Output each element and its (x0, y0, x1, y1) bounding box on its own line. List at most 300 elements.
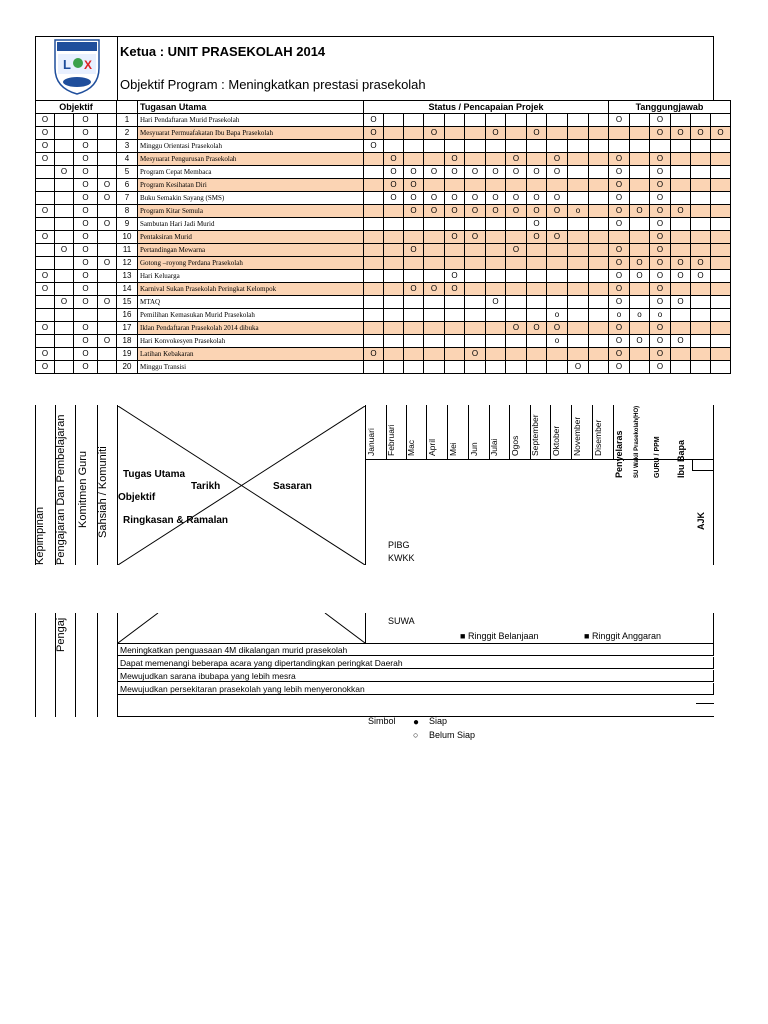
table-cell: O (465, 348, 486, 361)
table-cell: 19 (117, 348, 138, 361)
table-cell: O (98, 335, 117, 348)
table-cell (364, 361, 384, 374)
table-cell (55, 205, 74, 218)
table-cell: O (650, 361, 671, 374)
table-cell: O (364, 140, 384, 153)
table-cell (404, 309, 424, 322)
table-cell (506, 127, 527, 140)
table-cell (445, 114, 465, 127)
table-cell (527, 361, 547, 374)
legend-anggaran: ■ Ringgit Anggaran (584, 631, 661, 641)
table-cell: O (711, 127, 731, 140)
table-cell: O (609, 153, 630, 166)
table-cell: O (36, 361, 55, 374)
table-cell (55, 179, 74, 192)
table-cell: o (547, 335, 568, 348)
table-cell: O (36, 140, 55, 153)
table-cell (404, 322, 424, 335)
table-cell: O (650, 322, 671, 335)
table-cell: Program Kesihatan Diri (138, 179, 364, 192)
table-row (36, 205, 731, 218)
table-cell: O (424, 166, 445, 179)
table-row (36, 309, 731, 322)
table-cell (506, 309, 527, 322)
table-cell: O (36, 205, 55, 218)
month-label: Februari (386, 424, 396, 456)
table-cell (98, 244, 117, 257)
table-cell: 5 (117, 166, 138, 179)
month-label: Julai (489, 438, 499, 456)
table-cell (404, 140, 424, 153)
table-cell (445, 218, 465, 231)
table-row (36, 348, 731, 361)
table-cell: O (384, 153, 404, 166)
table-cell (527, 296, 547, 309)
table-cell (424, 322, 445, 335)
table-cell: O (671, 257, 691, 270)
table-cell: 1 (117, 114, 138, 127)
table-cell: O (486, 127, 506, 140)
table-cell: O (506, 166, 527, 179)
table-cell (445, 348, 465, 361)
table-cell (364, 179, 384, 192)
table-cell (465, 114, 486, 127)
table-cell: O (691, 127, 711, 140)
table-cell (486, 179, 506, 192)
table-row (36, 335, 731, 348)
table-cell: O (506, 244, 527, 257)
table-cell (55, 231, 74, 244)
table-cell: O (424, 192, 445, 205)
table-cell (506, 257, 527, 270)
summary-row: Dapat memenangi beberapa acara yang dipertandingkan peringkat Daerah (117, 657, 714, 669)
table-cell: O (98, 218, 117, 231)
table-row (36, 322, 731, 335)
table-cell (691, 361, 711, 374)
table-cell: O (445, 205, 465, 218)
table-cell (691, 166, 711, 179)
table-cell (36, 192, 55, 205)
month-label: April (427, 438, 437, 456)
table-cell (671, 114, 691, 127)
filled-circle-icon: ● (413, 717, 420, 728)
table-cell: O (527, 322, 547, 335)
table-cell (98, 114, 117, 127)
table-cell (527, 283, 547, 296)
table-cell (445, 309, 465, 322)
table-cell: O (650, 153, 671, 166)
table-cell (404, 270, 424, 283)
table-cell (630, 361, 650, 374)
table-cell (568, 166, 589, 179)
table-cell: Sambutan Hari Jadi Murid (138, 218, 364, 231)
divider (75, 613, 76, 717)
table-cell (711, 335, 731, 348)
divider (713, 613, 714, 643)
table-cell (98, 140, 117, 153)
table-cell: O (384, 179, 404, 192)
table-cell: O (74, 335, 98, 348)
table-cell: O (650, 114, 671, 127)
header-tanggungjawab: Tanggungjawab (609, 101, 731, 114)
table-cell: o (609, 309, 630, 322)
table-cell (609, 140, 630, 153)
table-cell (445, 322, 465, 335)
table-cell (424, 244, 445, 257)
table-cell (630, 348, 650, 361)
responsible-label: Penyelaras (614, 430, 624, 478)
table-cell (568, 257, 589, 270)
table-cell (364, 244, 384, 257)
table-cell: O (527, 231, 547, 244)
table-cell (36, 166, 55, 179)
table-cell (465, 179, 486, 192)
table-cell (384, 231, 404, 244)
label-objektif: Objektif (118, 492, 156, 503)
table-cell (589, 218, 609, 231)
divider (97, 613, 98, 717)
objective-label-pengaj: Pengaj (55, 617, 67, 652)
table-cell (527, 348, 547, 361)
table-row (36, 153, 731, 166)
table-cell (384, 361, 404, 374)
table-cell (98, 166, 117, 179)
table-cell (630, 231, 650, 244)
label-tugas-utama: Tugas Utama (123, 469, 186, 480)
table-cell (691, 205, 711, 218)
table-cell (445, 257, 465, 270)
table-cell: O (36, 283, 55, 296)
table-cell: O (630, 335, 650, 348)
table-cell (589, 257, 609, 270)
table-cell (424, 348, 445, 361)
table-cell: O (650, 296, 671, 309)
table-cell (404, 231, 424, 244)
table-cell: O (691, 270, 711, 283)
label-tarikh: Tarikh (191, 481, 221, 492)
table-cell: O (98, 192, 117, 205)
month-label: Mei (448, 442, 458, 456)
table-cell: Minggu Orientasi Prasekolah (138, 140, 364, 153)
table-cell (486, 361, 506, 374)
table-cell: 16 (117, 309, 138, 322)
table-cell: Buku Semakin Sayang (SMS) (138, 192, 364, 205)
table-cell: O (74, 322, 98, 335)
table-cell (630, 114, 650, 127)
table-cell (424, 257, 445, 270)
table-cell (630, 244, 650, 257)
table-cell: O (74, 205, 98, 218)
table-cell (671, 179, 691, 192)
table-cell (711, 192, 731, 205)
table-cell (424, 179, 445, 192)
table-cell (630, 283, 650, 296)
table-cell (547, 218, 568, 231)
table-cell (630, 166, 650, 179)
table-cell (630, 179, 650, 192)
table-cell (465, 309, 486, 322)
table-cell (527, 309, 547, 322)
table-cell: O (74, 348, 98, 361)
responsible-label: Ibu Bapa (676, 439, 686, 478)
table-cell: 20 (117, 361, 138, 374)
table-cell (527, 153, 547, 166)
table-cell (55, 322, 74, 335)
table-cell: 15 (117, 296, 138, 309)
label-suwa: SUWA (388, 616, 415, 626)
table-cell: O (465, 231, 486, 244)
table-cell: O (74, 179, 98, 192)
table-cell (711, 361, 731, 374)
table-cell: O (609, 283, 630, 296)
table-cell (711, 140, 731, 153)
table-cell: Latihan Kebakaran (138, 348, 364, 361)
table-cell (424, 218, 445, 231)
table-cell (630, 322, 650, 335)
table-cell (671, 348, 691, 361)
table-cell (55, 192, 74, 205)
table-cell (424, 270, 445, 283)
table-cell (465, 127, 486, 140)
table-cell (527, 257, 547, 270)
table-cell (36, 244, 55, 257)
table-cell (55, 153, 74, 166)
table-cell: 11 (117, 244, 138, 257)
table-row (36, 231, 731, 244)
table-cell: O (506, 322, 527, 335)
table-cell: O (465, 166, 486, 179)
table-cell (424, 309, 445, 322)
table-cell (589, 244, 609, 257)
table-cell (98, 361, 117, 374)
table-cell (424, 140, 445, 153)
table-cell (445, 296, 465, 309)
table-cell (547, 179, 568, 192)
table-cell (589, 140, 609, 153)
table-cell: O (650, 270, 671, 283)
table-cell (547, 257, 568, 270)
table-cell: O (445, 153, 465, 166)
table-cell: Iklan Pendaftaran Prasekolah 2014 dibuka (138, 322, 364, 335)
table-cell: O (74, 296, 98, 309)
table-cell (589, 179, 609, 192)
table-cell (568, 231, 589, 244)
project-table (35, 100, 731, 374)
table-cell (486, 348, 506, 361)
table-cell: Pertandingan Mewarna (138, 244, 364, 257)
table-cell (465, 335, 486, 348)
table-cell (445, 361, 465, 374)
table-cell (568, 322, 589, 335)
table-cell (568, 114, 589, 127)
svg-text:X: X (84, 58, 93, 72)
table-cell: O (36, 348, 55, 361)
table-cell (589, 309, 609, 322)
table-cell: Pentaksiran Murid (138, 231, 364, 244)
table-cell (364, 270, 384, 283)
table-cell (589, 166, 609, 179)
table-cell (547, 348, 568, 361)
table-cell: O (74, 270, 98, 283)
table-cell (404, 335, 424, 348)
month-label: November (572, 416, 582, 456)
table-cell (404, 114, 424, 127)
table-cell: Hari Pendaftaran Murid Prasekolah (138, 114, 364, 127)
objective-label-komitmen: Komitmen Guru (77, 450, 89, 528)
table-cell: o (568, 205, 589, 218)
table-cell (384, 296, 404, 309)
table-cell (589, 114, 609, 127)
table-cell (568, 335, 589, 348)
table-cell (711, 283, 731, 296)
table-cell (364, 218, 384, 231)
table-cell: O (527, 218, 547, 231)
table-cell: O (609, 257, 630, 270)
logo-divider (117, 36, 118, 100)
table-cell (384, 335, 404, 348)
table-cell: O (650, 335, 671, 348)
table-cell (650, 140, 671, 153)
table-cell: Karnival Sukan Prasekolah Peringkat Kelompok (138, 283, 364, 296)
table-cell: O (74, 231, 98, 244)
legend-belanja: ■ Ringgit Belanjaan (460, 631, 539, 641)
table-cell (711, 348, 731, 361)
table-cell (630, 192, 650, 205)
table-cell: O (547, 166, 568, 179)
table-cell: O (36, 114, 55, 127)
table-cell: O (527, 127, 547, 140)
table-cell: O (404, 179, 424, 192)
table-cell: O (630, 257, 650, 270)
table-cell (589, 296, 609, 309)
table-cell: O (671, 205, 691, 218)
table-cell (527, 335, 547, 348)
summary-row: Meningkatkan penguasaan 4M dikalangan murid prasekolah (117, 644, 714, 656)
table-cell: O (445, 283, 465, 296)
table-cell (506, 348, 527, 361)
table-cell: O (671, 335, 691, 348)
table-cell (465, 322, 486, 335)
table-cell: 4 (117, 153, 138, 166)
table-cell: O (547, 322, 568, 335)
table-cell (55, 140, 74, 153)
table-cell (98, 348, 117, 361)
table-cell (691, 322, 711, 335)
table-cell (589, 127, 609, 140)
table-cell: Mesyuarat Pengurusan Prasekolah (138, 153, 364, 166)
table-cell: O (609, 335, 630, 348)
table-cell: O (506, 192, 527, 205)
table-cell: O (404, 205, 424, 218)
table-cell (547, 270, 568, 283)
table-cell: O (465, 192, 486, 205)
table-cell: O (650, 166, 671, 179)
table-cell: O (36, 127, 55, 140)
table-cell (424, 114, 445, 127)
label-kwkk: KWKK (388, 553, 415, 563)
table-cell: O (609, 348, 630, 361)
table-cell: O (36, 153, 55, 166)
table-cell (609, 231, 630, 244)
table-cell (711, 231, 731, 244)
table-cell (486, 322, 506, 335)
table-cell (98, 309, 117, 322)
table-cell (630, 127, 650, 140)
table-cell (691, 114, 711, 127)
resp-box (692, 459, 714, 471)
table-cell: 10 (117, 231, 138, 244)
table-cell (404, 257, 424, 270)
table-cell (486, 309, 506, 322)
table-cell (465, 361, 486, 374)
table-cell: O (486, 192, 506, 205)
table-cell (568, 283, 589, 296)
table-cell (691, 296, 711, 309)
table-cell (384, 205, 404, 218)
table-cell (547, 283, 568, 296)
table-cell (384, 127, 404, 140)
table-cell: O (609, 192, 630, 205)
table-cell (445, 179, 465, 192)
table-cell: O (609, 166, 630, 179)
table-cell (404, 218, 424, 231)
table-cell: O (404, 192, 424, 205)
table-cell (671, 192, 691, 205)
table-cell (465, 218, 486, 231)
table-cell: O (650, 244, 671, 257)
table-cell: O (74, 218, 98, 231)
table-cell (568, 309, 589, 322)
table-cell (36, 335, 55, 348)
objective-label-sahsiah: Sahsiah / Komuniti (97, 446, 109, 538)
table-cell: 17 (117, 322, 138, 335)
table-cell (671, 218, 691, 231)
table-cell (609, 127, 630, 140)
table-cell: O (486, 296, 506, 309)
table-cell (384, 270, 404, 283)
table-cell: O (445, 166, 465, 179)
table-cell (568, 192, 589, 205)
table-cell (671, 283, 691, 296)
table-cell (445, 335, 465, 348)
table-cell (506, 140, 527, 153)
table-cell (527, 114, 547, 127)
table-cell (589, 231, 609, 244)
table-cell: O (650, 179, 671, 192)
table-cell (486, 114, 506, 127)
table-cell (630, 218, 650, 231)
table-cell (589, 348, 609, 361)
table-cell (55, 257, 74, 270)
table-cell: O (364, 348, 384, 361)
table-cell (711, 257, 731, 270)
empty-circle-icon: ○ (413, 730, 419, 740)
x-diagram (118, 406, 365, 565)
table-cell (36, 218, 55, 231)
table-cell: O (74, 361, 98, 374)
divider (365, 459, 714, 460)
table-cell (98, 127, 117, 140)
table-cell: O (384, 192, 404, 205)
table-cell: O (547, 192, 568, 205)
table-cell (589, 192, 609, 205)
table-cell: O (74, 283, 98, 296)
table-cell (691, 283, 711, 296)
table-cell: O (547, 231, 568, 244)
table-cell (404, 361, 424, 374)
table-cell: O (404, 244, 424, 257)
table-cell: O (650, 257, 671, 270)
